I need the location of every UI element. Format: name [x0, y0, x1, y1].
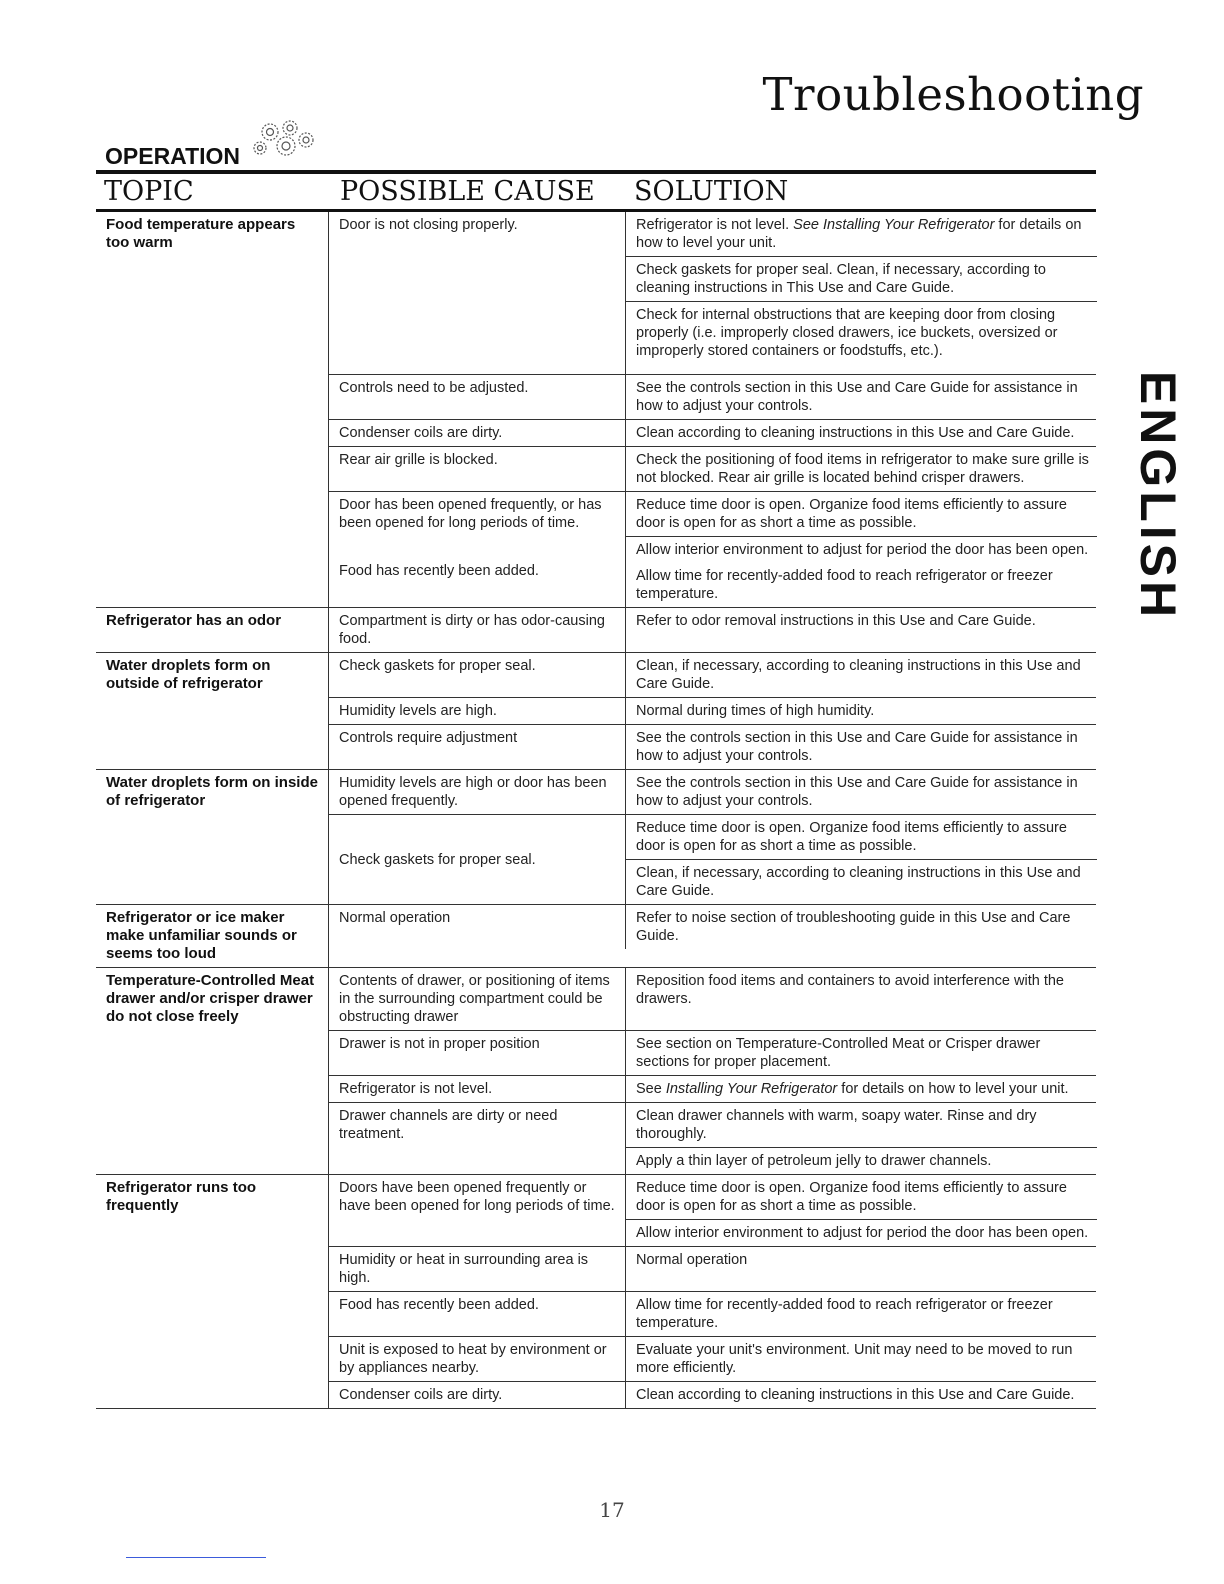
solution-list [625, 375, 1097, 419]
solution-cell: Clean according to cleaning instructions in this Use and Care Guide. [636, 1387, 1075, 1403]
solution-cell: Refrigerator is not level. See Installing Your Refrigerator for details on how to level your unit. [626, 212, 1097, 257]
header-top-rule [96, 170, 1096, 174]
cause-cell: Humidity or heat in surrounding area is high. [339, 1252, 589, 1286]
cause-block [329, 1247, 1096, 1292]
cause-cell: Condenser coils are dirty. [339, 425, 503, 441]
cause-block [329, 725, 1096, 769]
solution-cell: Clean, if necessary, according to cleaning instructions in this Use and Care Guide. [636, 865, 1081, 899]
topic-cell: Refrigerator has an odor [106, 612, 282, 629]
cause-group [328, 968, 1096, 1174]
table-row [96, 608, 1096, 653]
solution-cell: Check for internal obstructions that are keeping door from closing properly (i.e. improperly closed drawers, ice buckets, oversized or improperly stored containers or foodstuffs, etc.). [636, 307, 1058, 359]
cause-cell: Controls need to be adjusted. [339, 380, 529, 396]
solution-cell: Reduce time door is open. Organize food items efficiently to assure door is open for as short a time as possible. [626, 1175, 1097, 1220]
solution-cell: Allow time for recently-added food to reach refrigerator or freezer temperature. [636, 568, 1053, 602]
cause-cell: Check gaskets for proper seal. [339, 658, 536, 674]
solution-cell: Allow interior environment to adjust for period the door has been open. [636, 1225, 1089, 1241]
table-row [96, 968, 1096, 1175]
column-head-solution: SOLUTION [634, 176, 789, 207]
language-label: ENGLISH [1130, 370, 1186, 622]
solution-list [625, 492, 1097, 607]
cause-block [329, 698, 1096, 725]
cause-block [329, 420, 1096, 447]
cause-group [328, 212, 1096, 607]
solution-list [625, 1175, 1097, 1246]
troubleshooting-table [96, 212, 1096, 1409]
cause-cell: Drawer channels are dirty or need treatment. [339, 1108, 558, 1142]
solution-cell: Reduce time door is open. Organize food items efficiently to assure door is open for as short a time as possible. [626, 815, 1097, 860]
gears-icon [246, 118, 320, 162]
cause-block [329, 375, 1096, 420]
topic-cell: Temperature-Controlled Meat drawer and/or crisper drawer do not close freely [106, 972, 315, 1025]
solution-cell: See the controls section in this Use and Care Guide for assistance in how to adjust your controls. [636, 775, 1078, 809]
solution-cell: Refer to noise section of troubleshooting guide in this Use and Care Guide. [636, 910, 1071, 944]
cause-group [328, 653, 1096, 769]
cause-cell: Food has recently been added. [339, 1297, 539, 1313]
solution-cell: Allow interior environment to adjust for period the door has been open. [636, 542, 1089, 558]
solution-cell: Normal operation [636, 1252, 748, 1268]
solution-list [625, 725, 1097, 769]
cause-block [329, 1382, 1096, 1408]
solution-list [625, 770, 1097, 814]
cause-group [328, 608, 1096, 652]
cause-group [328, 1175, 1096, 1408]
cause-cell: Doors have been opened frequently or have been opened for long periods of time. [339, 1180, 615, 1214]
solution-cell: Refer to odor removal instructions in this Use and Care Guide. [636, 613, 1036, 629]
solution-cell: Clean according to cleaning instructions in this Use and Care Guide. [636, 425, 1075, 441]
cause-cell: Controls require adjustment [339, 730, 518, 746]
cause-block [329, 1076, 1096, 1103]
cause-cell: Refrigerator is not level. [339, 1081, 493, 1097]
solution-cell: Clean drawer channels with warm, soapy water. Rinse and dry thoroughly. [626, 1103, 1097, 1148]
language-side-tab [1128, 370, 1188, 622]
solution-list [625, 653, 1097, 697]
column-head-cause: POSSIBLE CAUSE [340, 176, 595, 207]
column-head-topic: TOPIC [104, 176, 194, 207]
solution-list [625, 968, 1097, 1030]
cause-block [329, 815, 1096, 904]
cause-cell: Normal operation [339, 910, 451, 926]
solution-cell: See the controls section in this Use and Care Guide for assistance in how to adjust your controls. [636, 730, 1078, 764]
footer-rule [126, 1557, 266, 1558]
cause-cell: Door has been opened frequently, or has been opened for long periods of time. Food has recently been added. [339, 497, 602, 579]
cause-cell: Condenser coils are dirty. [339, 1387, 503, 1403]
cause-block [329, 1292, 1096, 1337]
solution-list [625, 1103, 1097, 1174]
solution-list [625, 1247, 1097, 1291]
solution-list [625, 815, 1097, 904]
solution-list [625, 447, 1097, 491]
solution-list [625, 698, 1097, 724]
section-heading: OPERATION [105, 143, 241, 169]
solution-list [625, 1292, 1097, 1336]
topic-cell: Refrigerator or ice maker make unfamiliar sounds or seems too loud [106, 909, 297, 962]
cause-block [329, 905, 1096, 949]
solution-cell: Allow time for recently-added food to reach refrigerator or freezer temperature. [636, 1297, 1053, 1331]
cause-cell: Drawer is not in proper position [339, 1036, 540, 1052]
solution-cell: Evaluate your unit's environment. Unit may need to be moved to run more efficiently. [636, 1342, 1073, 1376]
cause-block [329, 492, 1096, 607]
solution-cell: See Installing Your Refrigerator for details on how to level your unit. [636, 1081, 1069, 1097]
cause-block [329, 968, 1096, 1031]
cause-block [329, 1337, 1096, 1382]
table-row [96, 770, 1096, 905]
topic-cell: Water droplets form on outside of refrigerator [106, 657, 271, 692]
cause-cell: Rear air grille is blocked. [339, 452, 498, 468]
cause-cell: Humidity levels are high. [339, 703, 497, 719]
cause-cell: Compartment is dirty or has odor-causing food. [339, 613, 605, 647]
solution-list [625, 905, 1097, 949]
solution-cell: Normal during times of high humidity. [636, 703, 875, 719]
cause-block [329, 1103, 1096, 1174]
solution-cell: Reposition food items and containers to avoid interference with the drawers. [636, 973, 1064, 1007]
solution-list [625, 608, 1097, 652]
solution-list [625, 212, 1097, 374]
solution-list [625, 420, 1097, 446]
table-row [96, 905, 1096, 968]
solution-list [625, 1031, 1097, 1075]
cause-cell: Check gaskets for proper seal. [339, 851, 536, 868]
solution-cell: See section on Temperature-Controlled Meat or Crisper drawer sections for proper placement. [636, 1036, 1041, 1070]
solution-list [625, 1076, 1097, 1102]
cause-group [328, 905, 1096, 967]
solution-list [625, 1382, 1097, 1408]
cause-cell: Contents of drawer, or positioning of items in the surrounding compartment could be obstructing drawer [339, 973, 610, 1025]
cause-block [329, 447, 1096, 492]
topic-cell: Water droplets form on inside of refrigerator [106, 774, 318, 809]
solution-cell: Reduce time door is open. Organize food items efficiently to assure door is open for as short a time as possible. [626, 492, 1097, 537]
solution-cell: Apply a thin layer of petroleum jelly to drawer channels. [636, 1153, 992, 1169]
solution-cell: See the controls section in this Use and Care Guide for assistance in how to adjust your controls. [636, 380, 1078, 414]
page-number: 17 [599, 1498, 625, 1522]
cause-group [328, 770, 1096, 904]
cause-cell: Unit is exposed to heat by environment or by appliances nearby. [339, 1342, 607, 1376]
solution-cell: Check the positioning of food items in refrigerator to make sure grille is not blocked. Rear air grille is located behind crisper drawers. [636, 452, 1089, 486]
solution-cell: Check gaskets for proper seal. Clean, if necessary, according to cleaning instructions in This Use and Care Guide. [626, 257, 1097, 302]
cause-cell: Humidity levels are high or door has been opened frequently. [339, 775, 607, 809]
cause-block [329, 653, 1096, 698]
solution-list [625, 1337, 1097, 1381]
cause-cell: Door is not closing properly. [339, 217, 518, 233]
cause-block [329, 1031, 1096, 1076]
table-row [96, 212, 1096, 608]
page-title: Troubleshooting [762, 68, 1144, 121]
table-row [96, 1175, 1096, 1409]
topic-cell: Food temperature appears too warm [106, 216, 296, 251]
topic-cell: Refrigerator runs too frequently [106, 1179, 257, 1214]
cause-block [329, 1175, 1096, 1247]
cause-block [329, 608, 1096, 652]
cause-block [329, 212, 1096, 375]
solution-cell: Clean, if necessary, according to cleaning instructions in this Use and Care Guide. [636, 658, 1081, 692]
cause-block [329, 770, 1096, 815]
table-row [96, 653, 1096, 770]
